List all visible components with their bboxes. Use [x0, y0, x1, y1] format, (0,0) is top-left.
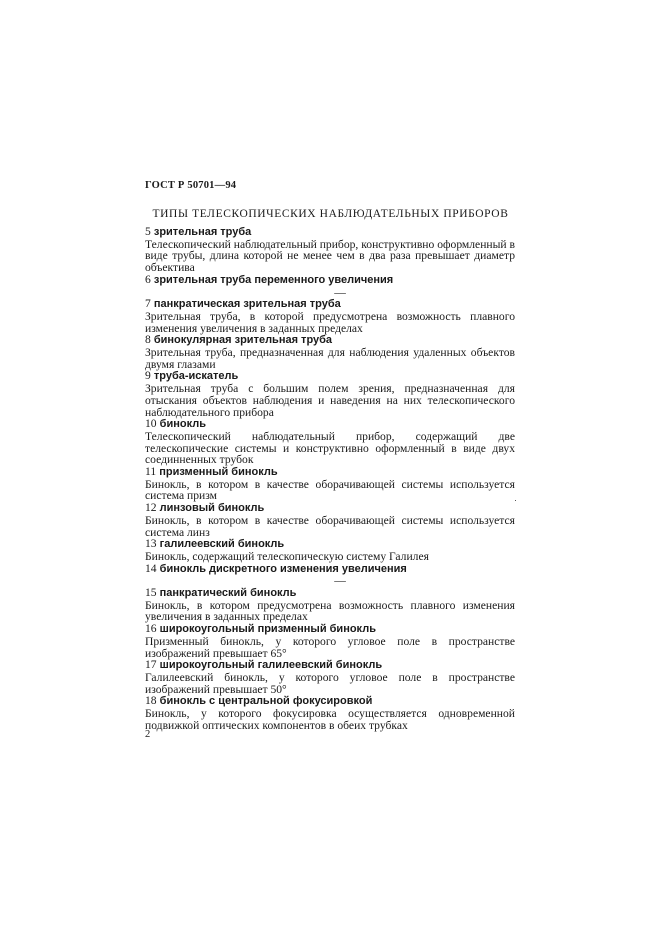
- term-name: панкратическая зрительная труба: [153, 298, 341, 311]
- term-entry: [145, 274, 515, 298]
- term-heading: [145, 563, 515, 576]
- term-name: призменный бинокль: [159, 466, 278, 479]
- term-definition: Бинокль, у которого фокусировка осуществляется одновременной подвижкой оптических компонентов в обеих трубках: [145, 707, 515, 732]
- term-entry: [145, 298, 515, 334]
- term-definition: Зрительная труба, в которой предусмотрена возможность плавного изменения увеличения в заданных пределах: [145, 309, 515, 335]
- no-definition-dash: —: [334, 285, 346, 299]
- term-name: бинокль с центральной фокусировкой: [159, 695, 373, 708]
- term-name: широкоугольный призменный бинокль: [159, 623, 376, 636]
- term-number: 6: [145, 272, 151, 286]
- term-entry: [145, 502, 515, 538]
- term-name: зрительная труба переменного увеличения: [153, 273, 394, 286]
- term-entry: [145, 538, 515, 562]
- term-heading: [145, 587, 515, 600]
- term-definition: Телескопический наблюдательный прибор, конструктивно оформленный в виде трубы, длина которой не менее чем в два раза превышает диаметр объектива: [145, 237, 515, 275]
- term-definition: Бинокль, содержащий телескопическую систему Галилея: [145, 549, 429, 563]
- term-number: 16: [145, 622, 157, 636]
- term-number: 5: [145, 225, 151, 238]
- terms-list: [145, 226, 515, 732]
- term-heading: [145, 623, 515, 636]
- term-number: 7: [145, 297, 151, 311]
- page-number: 2: [145, 729, 151, 740]
- term-name: галилеевский бинокль: [159, 538, 285, 551]
- term-name: бинокль дискретного изменения увеличения: [159, 562, 407, 575]
- term-number: 10: [145, 417, 157, 431]
- term-entry: [145, 418, 515, 466]
- term-definition: Бинокль, в котором в качестве оборачивающей системы используется система линз: [145, 513, 515, 539]
- term-name: панкратический бинокль: [159, 587, 297, 600]
- term-entry: [145, 226, 515, 274]
- term-definition: Бинокль, в котором предусмотрена возможность плавного изменения увеличения в заданных пределах: [145, 598, 515, 624]
- term-entry: [145, 334, 515, 370]
- term-number: 14: [145, 561, 157, 575]
- term-definition: Галилеевский бинокль, у которого угловое поле в пространстве изображений превышает 50°: [145, 670, 515, 696]
- term-number: 17: [145, 658, 157, 672]
- term-heading: [145, 466, 515, 479]
- term-number: 15: [145, 586, 157, 600]
- term-name: линзовый бинокль: [159, 502, 265, 515]
- term-number: 12: [145, 501, 157, 515]
- term-heading: [145, 502, 515, 515]
- term-name: бинокль: [159, 418, 206, 431]
- term-name: бинокулярная зрительная труба: [153, 334, 333, 347]
- term-entry: [145, 695, 515, 731]
- term-heading: [145, 298, 515, 311]
- term-definition: Зрительная труба с большим полем зрения, предназначенная для отыскания объектов наблюдения и наведения на них телескопического наблюдательного прибора: [145, 382, 515, 419]
- term-definition: Призменный бинокль, у которого угловое поле в пространстве изображений превышает 65°: [145, 634, 515, 660]
- term-entry: [145, 587, 515, 623]
- term-name: труба-искатель: [153, 370, 239, 383]
- term-entry: [145, 563, 515, 587]
- term-number: 8: [145, 333, 151, 347]
- term-entry: [145, 466, 515, 502]
- term-number: 11: [145, 465, 157, 479]
- term-name: широкоугольный галилеевский бинокль: [159, 659, 383, 672]
- term-entry: [145, 370, 515, 418]
- term-entry: [145, 623, 515, 659]
- term-definition: Зрительная труба, предназначенная для наблюдения удаленных объектов двумя глазами: [145, 346, 515, 371]
- term-heading: [145, 274, 515, 287]
- term-number: 18: [145, 694, 157, 708]
- term-number: 9: [145, 369, 151, 383]
- term-definition: Бинокль, в котором в качестве оборачивающей системы используется система призм: [145, 477, 515, 503]
- term-name: зрительная труба: [153, 226, 252, 238]
- section-title: ТИПЫ ТЕЛЕСКОПИЧЕСКИХ НАБЛЮДАТЕЛЬНЫХ ПРИБОРОВ: [152, 208, 509, 220]
- term-definition: Телескопический наблюдательный прибор, содержащий две телескопические системы и конструктивно оформленный в виде двух соединненных трубок: [145, 429, 515, 467]
- term-heading: [145, 226, 515, 239]
- scan-speck: [515, 500, 516, 501]
- no-definition-dash: —: [334, 574, 346, 588]
- term-number: 13: [145, 537, 157, 551]
- term-entry: [145, 659, 515, 695]
- document-code: ГОСТ Р 50701—94: [145, 180, 237, 191]
